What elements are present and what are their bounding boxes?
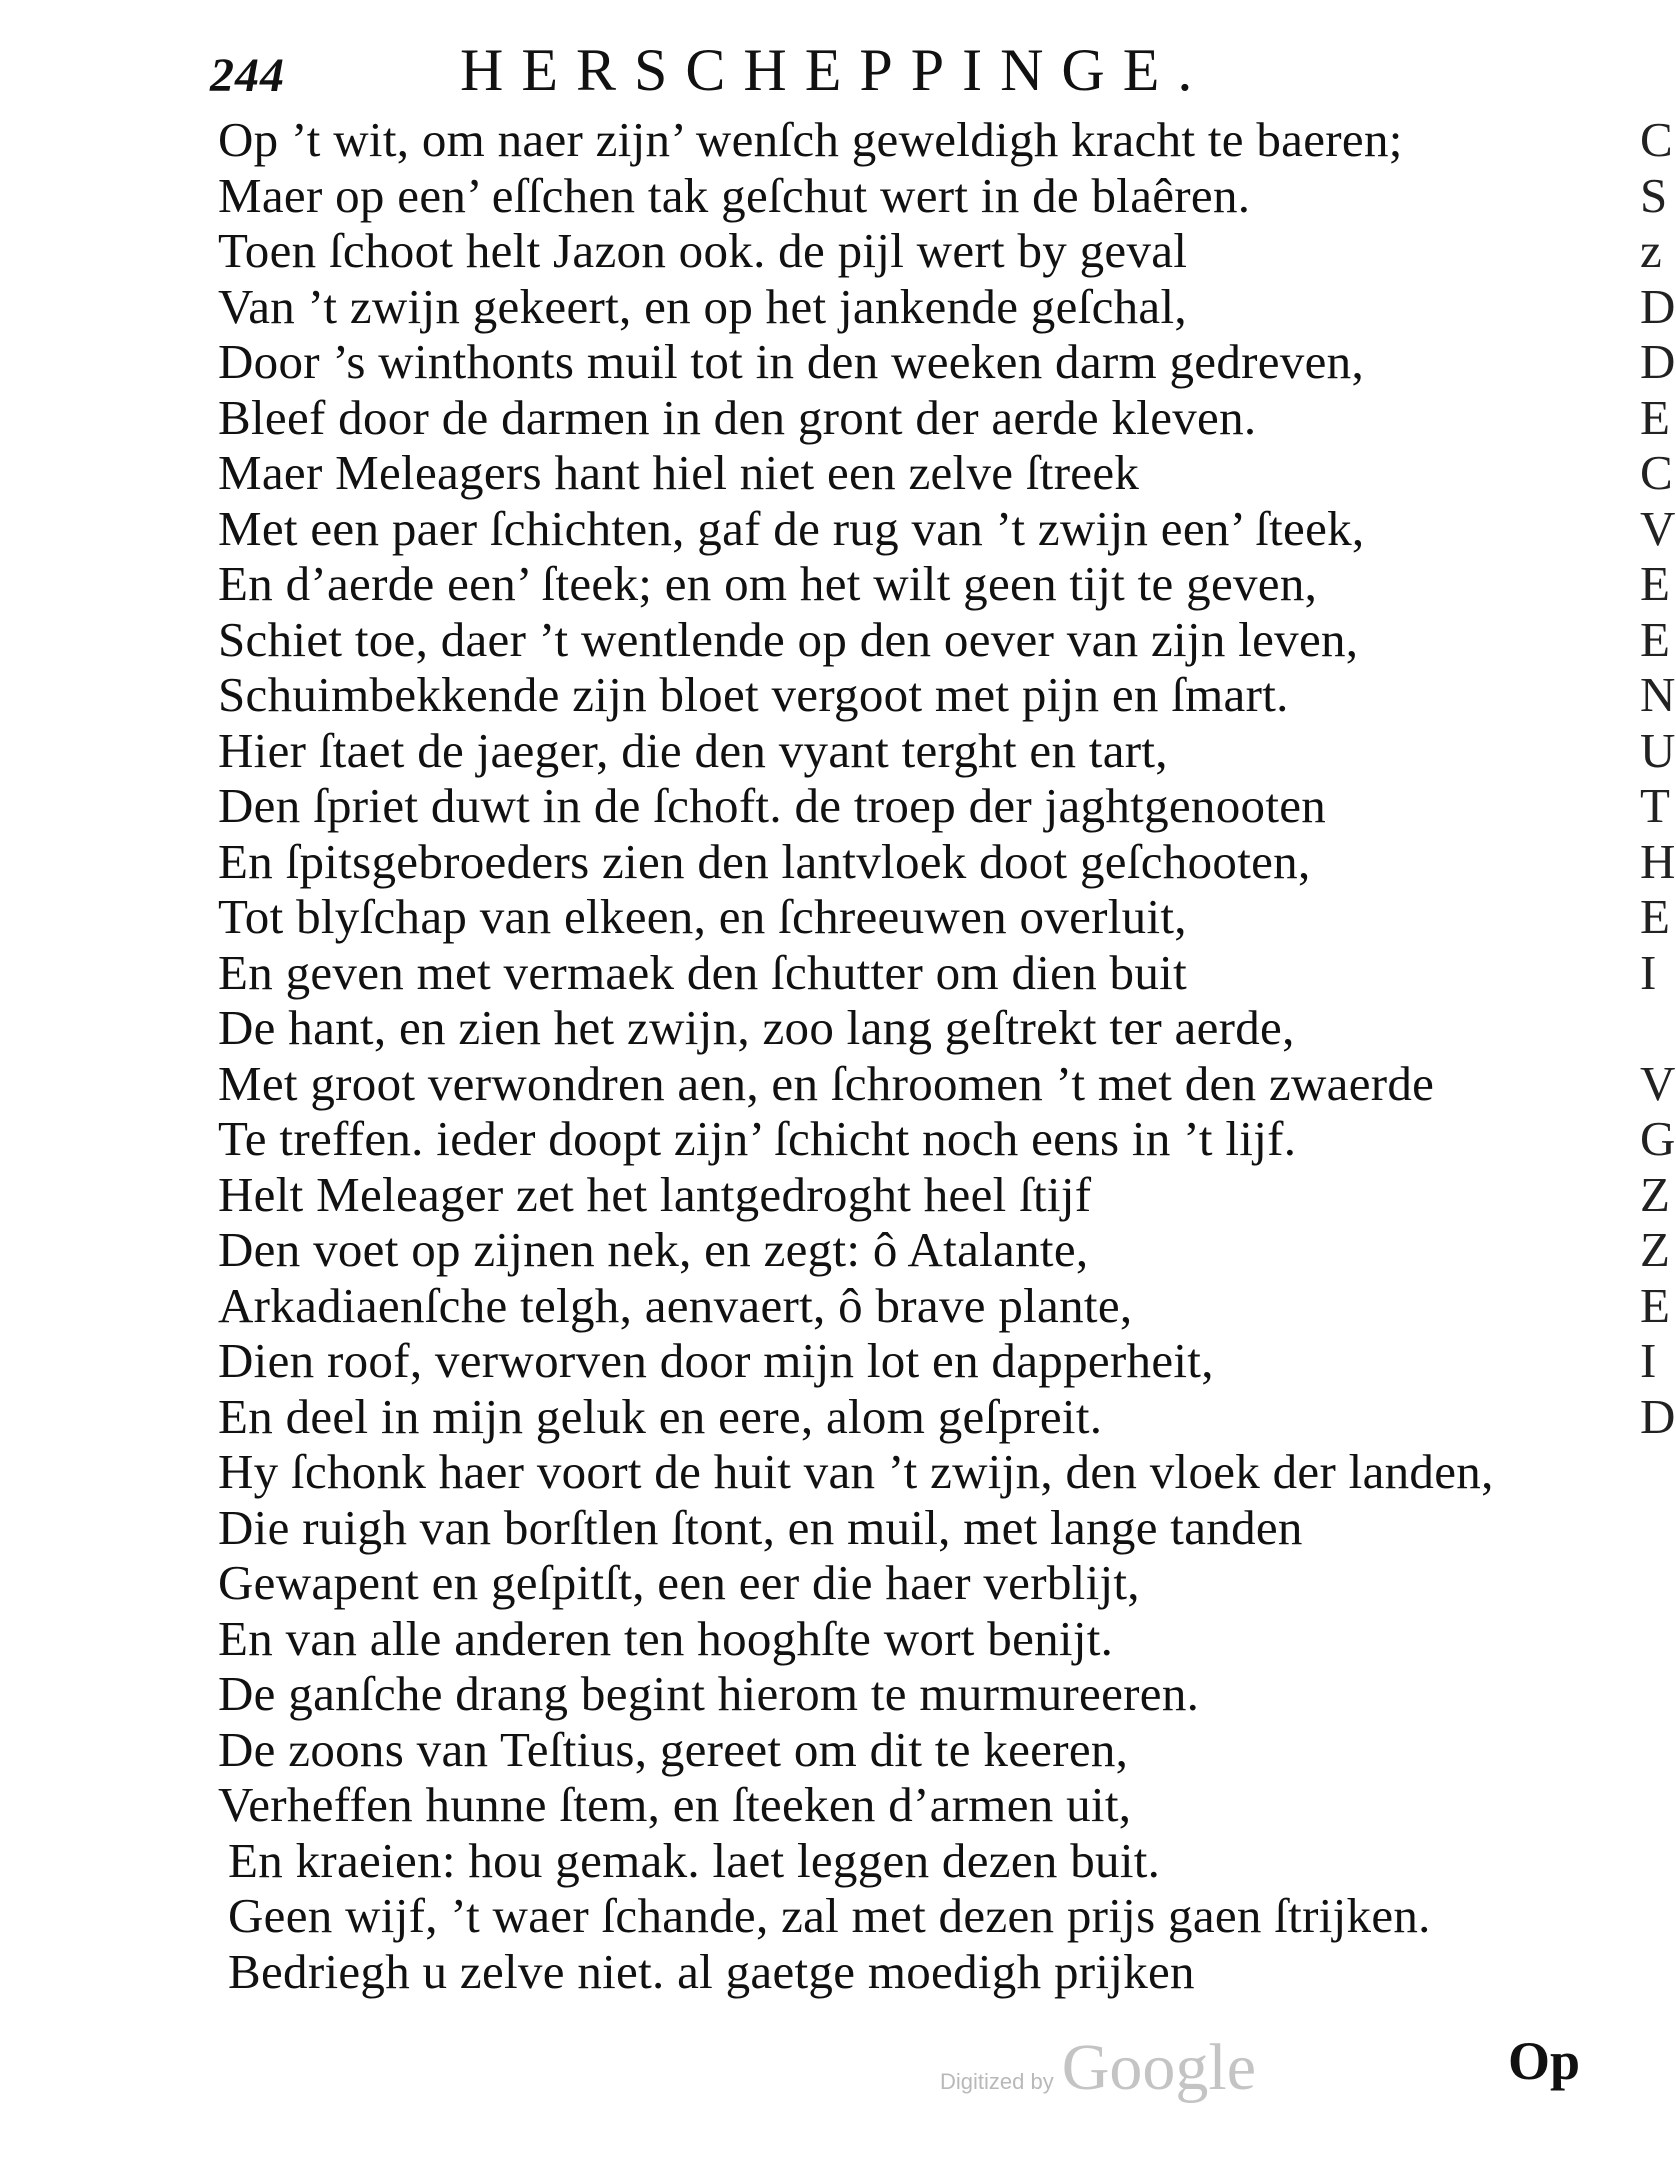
verse-line: De hant, en zien het zwijn, zoo lang geſtrekt ter aerde, [218,1000,1295,1055]
edge-letter: E [1640,611,1670,667]
verse-text [218,112,1598,1999]
watermark-logo: Google [1061,2031,1257,2104]
edge-letter: E [1640,889,1670,944]
edge-letter: Z [1640,1166,1670,1222]
edge-letter: C [1640,112,1673,167]
edge-letter: D [1640,334,1676,389]
verse-line: Geen wijf, ’t waer ſchande, zal met dezen prijs gaen ſtrijken. [228,1888,1431,1943]
edge-letter: U [1640,722,1676,778]
verse-line: En geven met vermaek den ſchutter om dien buit [218,944,1187,1000]
edge-letter: V [1640,500,1676,556]
page-number: 244 [210,49,285,102]
verse-line: De ganſche drang begint hierom te murmureeren. [218,1666,1200,1721]
edge-letter: C [1640,445,1673,500]
edge-letter: T [1640,778,1670,833]
verse-line: Tot blyſchap van elkeen, en ſchreeuwen overluit, [218,889,1187,944]
page-header [210,30,1330,110]
verse-line: Dien roof, verworven door mijn lot en dapperheit, [218,1333,1214,1388]
facing-page-letters [1640,112,1676,1444]
edge-letter [1640,1000,1676,1056]
verse-line: En deel in mijn geluk en eere, alom geſpreit. [218,1388,1103,1444]
edge-letter: E [1640,556,1670,611]
verse-line: Hy ſchonk haer voort de huit van ’t zwijn, den vloek der landen, [218,1444,1494,1499]
verse-line: Bleef door de darmen in den gront der aerde kleven. [218,389,1257,445]
verse-line: Hier ſtaet de jaeger, die den vyant terght en tart, [218,722,1168,778]
verse-line: Te treffen. ieder doopt zijn’ ſchicht noch eens in ’t lijf. [218,1111,1297,1166]
verse-line: Toen ſchoot helt Jazon ook. de pijl wert by geval [218,223,1188,278]
verse-line: Gewapent en geſpitſt, een eer die haer verblijt, [218,1555,1140,1610]
verse-line: En van alle anderen ten hooghſte wort benijt. [218,1610,1114,1666]
verse-line: De zoons van Teſtius, gereet om dit te keeren, [218,1721,1129,1777]
verse-line: Die ruigh van borſtlen ſtont, en muil, met lange tanden [218,1499,1303,1555]
edge-letter: G [1640,1111,1676,1166]
edge-letter: D [1640,1388,1676,1444]
edge-letter: z [1640,223,1662,278]
edge-letter: E [1640,1277,1670,1333]
verse-line: Schiet toe, daer ’t wentlende op den oever van zijn leven, [218,611,1359,667]
verse-line: Bedriegh u zelve niet. al gaetge moedigh prijken [228,1943,1195,1999]
edge-letter: H [1640,833,1676,889]
verse-line: Den voet op zijnen nek, en zegt: ô Atalante, [218,1222,1089,1277]
verse-line: Door ’s winthonts muil tot in den weeken darm gedreven, [218,334,1364,389]
catchword: Op [1508,2031,1581,2091]
edge-letter: D [1640,278,1676,334]
edge-letter: Z [1640,1222,1670,1277]
edge-letter: I [1640,944,1657,1000]
verse-line: Arkadiaenſche telgh, aenvaert, ô brave plante, [218,1277,1133,1333]
verse-line: En kraeien: hou gemak. laet leggen dezen buit. [228,1832,1161,1888]
verse-line: Op ’t wit, om naer zijn’ wenſch geweldigh kracht te baeren; [218,112,1403,167]
verse-line: En ſpitsgebroeders zien den lantvloek doot geſchooten, [218,833,1311,889]
verse-line: Verheffen hunne ſtem, en ſteeken d’armen uit, [218,1777,1132,1832]
verse-line: Met groot verwondren aen, en ſchroomen ’t met den zwaerde [218,1055,1435,1111]
verse-line: Met een paer ſchichten, gaf de rug van ’t zwijn een’ ſteek, [218,500,1365,556]
verse-line: Maer Meleagers hant hiel niet een zelve ſtreek [218,445,1140,500]
verse-line: Van ’t zwijn gekeert, en op het jankende geſchal, [218,278,1187,334]
verse-line: En d’aerde een’ ſteek; en om het wilt geen tijt te geven, [218,556,1318,611]
edge-letter: S [1640,167,1668,223]
watermark-prefix: Digitized by [940,2069,1054,2094]
verse-line: Schuimbekkende zijn bloet vergoot met pijn en ſmart. [218,667,1289,722]
verse-line: Helt Meleager zet het lantgedroght heel ſtijf [218,1166,1092,1222]
digitized-watermark [940,2030,1257,2104]
running-title: HERSCHEPPINGE. [460,37,1211,103]
edge-letter: E [1640,389,1670,445]
verse-line: Maer op een’ eſſchen tak geſchut wert in de blaêren. [218,167,1251,223]
edge-letter: I [1640,1333,1657,1388]
edge-letter: N [1640,667,1676,722]
verse-line: Den ſpriet duwt in de ſchoft. de troep der jaghtgenooten [218,778,1327,833]
edge-letter: V [1640,1055,1676,1111]
